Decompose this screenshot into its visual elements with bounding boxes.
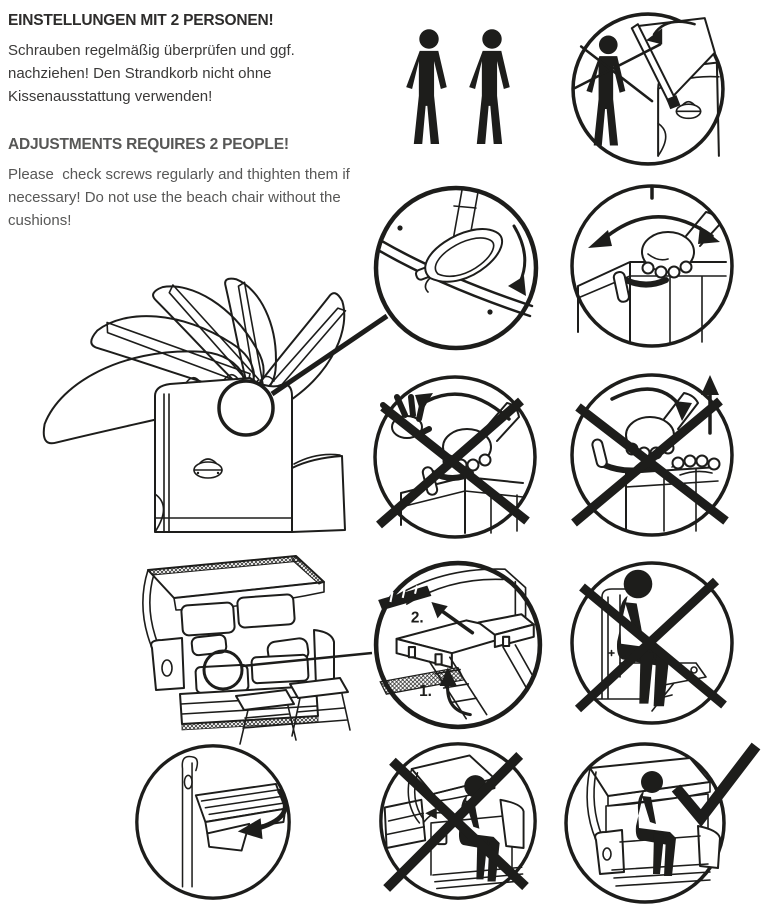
instruction-text-english [8, 136, 380, 232]
heading-german: EINSTELLUNGEN MIT 2 PERSONEN! [8, 12, 274, 29]
latch-handle-detail-icon [372, 184, 540, 352]
back-cushions [181, 594, 309, 665]
seat-pullout-steps-icon [372, 559, 544, 731]
person-icon [400, 28, 458, 148]
body-german: Schrauben regelmäßig überprüfen und ggf. nachziehen! Den Strandkorb nicht ohne Kissenausstattung verwenden! [8, 42, 300, 105]
no-adjusting-while-seated-icon [377, 740, 539, 902]
no-single-person-hood-flip-icon [569, 10, 727, 168]
person-icon [463, 28, 521, 148]
beach-chair-overview [118, 548, 353, 748]
no-sitting-on-pullout-edge-icon [568, 559, 736, 727]
reclined-panel [385, 800, 426, 848]
chair-side-panel [292, 454, 345, 532]
hood-recline-positions-diagram [12, 266, 362, 548]
step-1-label: 1. [419, 683, 432, 701]
hand-operate-latch-icon [568, 182, 736, 350]
hood [143, 556, 324, 648]
fold-out-footrest-icon [133, 742, 293, 902]
correct-seated-use-icon [560, 738, 762, 906]
body-english: Please check screws regularly and thighten them if necessary! Do not use the beach chair without the cushions! [8, 166, 355, 229]
no-lift-while-latched-icon [568, 371, 736, 539]
instruction-text-german [8, 12, 360, 108]
step-2-label: 2. [410, 609, 424, 627]
heading-english: ADJUSTMENTS REQUIRES 2 PEOPLE! [8, 136, 289, 153]
no-hand-near-hinge-icon [371, 373, 539, 541]
